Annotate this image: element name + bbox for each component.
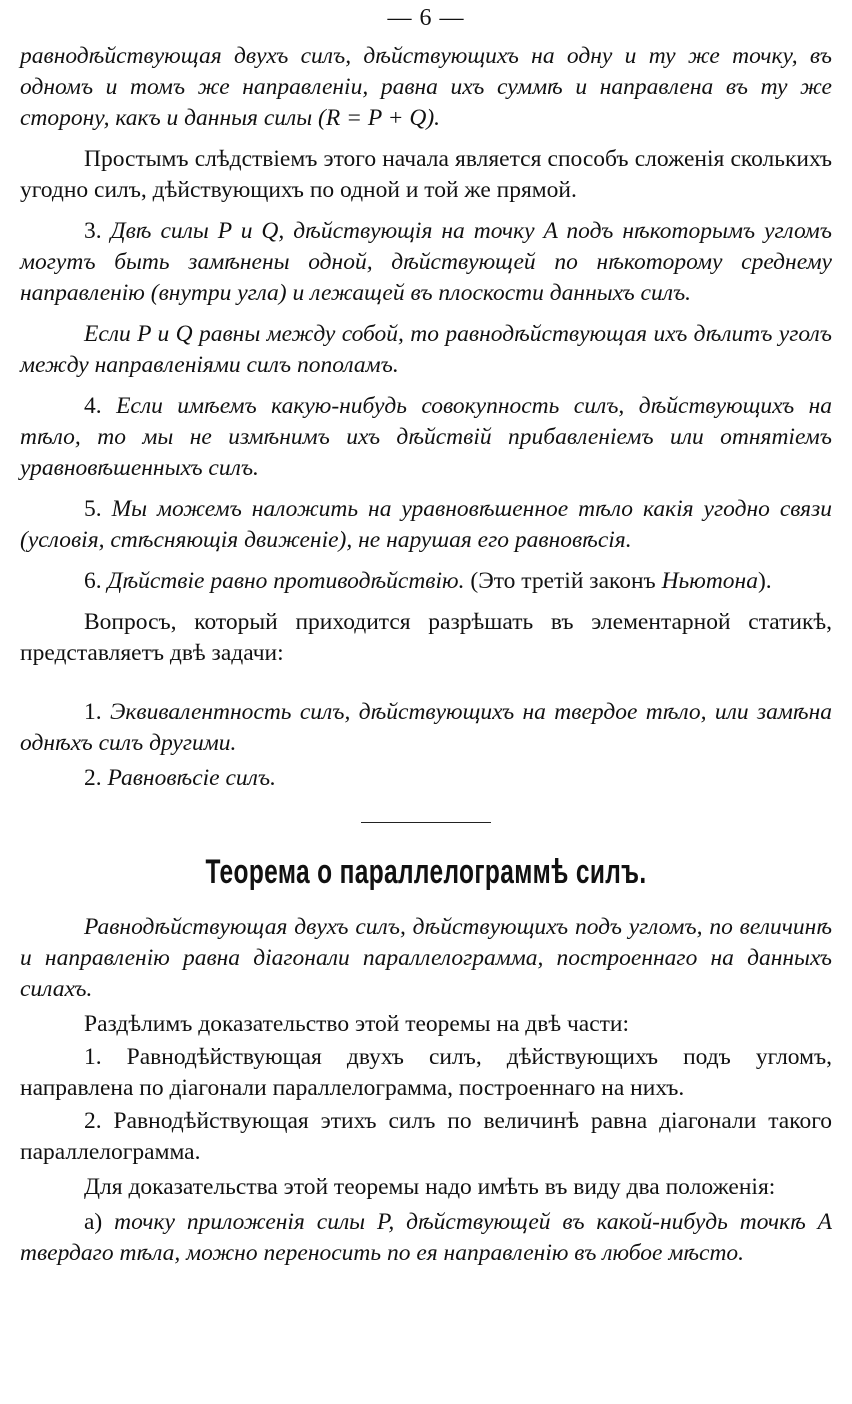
paragraph-question: Вопросъ, который приходится разрѣшать въ элементарной статикѣ, представляетъ двѣ задачи: xyxy=(20,609,832,666)
section-divider xyxy=(361,822,491,823)
proof-premises: Для доказательства этой теоремы надо имѣть въ виду два положенія: xyxy=(84,1174,776,1200)
paragraph-law-5 xyxy=(20,494,832,556)
law-3-text: Двѣ силы P и Q, дѣйствующія на точку A подъ нѣкоторымъ угломъ могутъ быть замѣнены одной, дѣйствующей по нѣкоторому среднему направленію (внутри угла) и лежащей въ плоскости данныхъ силъ. xyxy=(20,218,832,306)
page-number: — 6 — xyxy=(387,5,465,31)
proof-part-1: 1. Равнодѣйствующая двухъ силъ, дѣйствующихъ подъ угломъ, направлена по діагонали параллелограмма, построеннаго на нихъ. xyxy=(20,1044,832,1101)
premise-a xyxy=(20,1207,832,1269)
task-2-number: 2. xyxy=(84,765,102,791)
paragraph-law-6 xyxy=(20,566,832,597)
law-4-number: 4. xyxy=(84,393,102,419)
task-1-text: Эквивалентность силъ, дѣйствующихъ на твердое тѣло, или замѣна однѣхъ силъ другими. xyxy=(20,699,833,756)
law-5-number: 5. xyxy=(84,496,102,522)
paragraph-law-2-end: равнодѣйствующая двухъ силъ, дѣйствующихъ на одну и ту же точку, въ одномъ и томъ же направленіи, равна ихъ суммѣ и направлена въ ту же сторону, какъ и данныя силы (R = P + Q). xyxy=(20,43,832,131)
paragraph-law-4 xyxy=(20,391,832,484)
law-4-text: Если имѣемъ какую-нибудь совокупность силъ, дѣйствующихъ на тѣло, то мы не измѣнимъ ихъ дѣйствій прибавленіемъ или отнятіемъ уравновѣшенныхъ силъ. xyxy=(20,393,832,481)
law-6-name: Ньютона xyxy=(661,568,758,594)
task-2 xyxy=(20,763,832,794)
law-6-note: (Это третій законъ xyxy=(464,568,662,594)
law-5-text: Мы можемъ наложить на уравновѣшенное тѣло какія угодно связи (условія, стѣсняющія движеніе), не нарушая его равновѣсія. xyxy=(20,496,832,553)
proof-intro: Раздѣлимъ доказательство этой теоремы на двѣ части: xyxy=(84,1011,630,1037)
paragraph-corollary: Простымъ слѣдствіемъ этого начала является способъ сложенія сколькихъ угодно силъ, дѣйствующихъ по одной и той же прямой. xyxy=(20,146,832,203)
law-6-end: ). xyxy=(757,568,772,594)
paragraph-law-3 xyxy=(20,216,832,309)
premise-a-text: точку приложенія силы P, дѣйствующей въ какой-нибудь точкѣ A твердаго тѣла, можно переносить по ея направленію въ любое мѣсто. xyxy=(20,1209,833,1266)
task-1-number: 1. xyxy=(84,699,102,725)
page xyxy=(20,0,832,1269)
task-1 xyxy=(20,697,832,759)
premise-a-label: а) xyxy=(84,1209,103,1235)
task-2-text: Равновѣсіе силъ. xyxy=(107,765,276,791)
law-6-italic: Дѣйствіе равно противодѣйствію. xyxy=(107,568,465,594)
law-6-number: 6. xyxy=(84,568,102,594)
paragraph-equal-forces: Если P и Q равны между собой, то равнодѣйствующая ихъ дѣлитъ уголъ между направленіями силъ пополамъ. xyxy=(20,321,832,378)
law-3-number: 3. xyxy=(84,218,102,244)
theorem-statement: Равнодѣйствующая двухъ силъ, дѣйствующихъ подъ угломъ, по величинѣ и направленію равна діагонали параллелограмма, построеннаго на данныхъ силахъ. xyxy=(20,914,832,1002)
section-title: Теорема о параллелограммѣ силъ. xyxy=(205,853,647,891)
proof-part-2: 2. Равнодѣйствующая этихъ силъ по величинѣ равна діагонали такого параллелограмма. xyxy=(20,1108,832,1165)
